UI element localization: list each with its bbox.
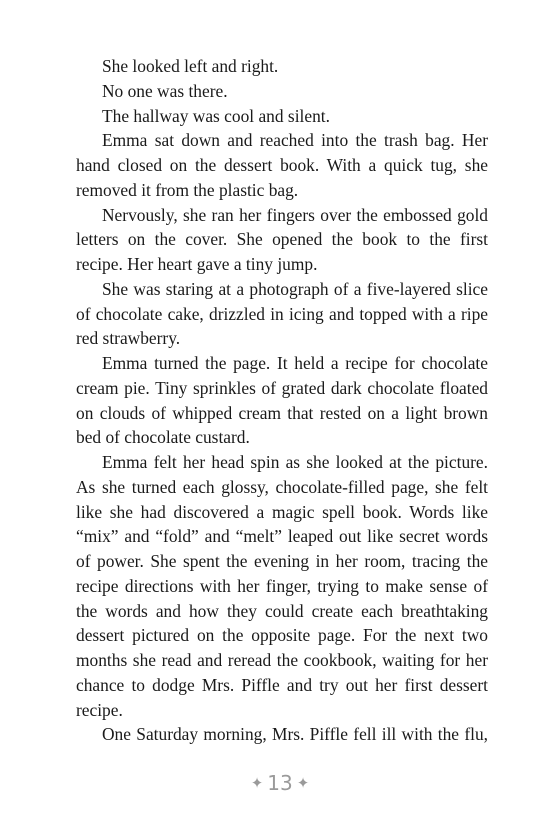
page-footer <box>0 770 560 796</box>
sparkle-icon: ✦ <box>250 774 264 792</box>
paragraph-2: No one was there. <box>102 80 228 101</box>
paragraph-6: She was staring at a photograph of a five-layered slice of chocolate cake, drizzled in icing and topped with a ripe red strawberry. <box>76 278 488 349</box>
paragraph-9: One Saturday morning, Mrs. Piffle fell ill with the flu, <box>102 724 488 745</box>
page-number: 13 <box>267 771 293 795</box>
page-body <box>76 54 488 747</box>
paragraph-7: Emma turned the page. It held a recipe for chocolate cream pie. Tiny sprinkles of grated dark chocolate floated on clouds of whipped cream that rested on a light brown bed of chocolate custard. <box>76 353 488 448</box>
paragraph-1: She looked left and right. <box>102 56 279 76</box>
sparkle-icon: ✦ <box>296 774 310 792</box>
paragraph-8: Emma felt her head spin as she looked at the picture. As she turned each glossy, chocolate-filled page, she felt like she had discovered a magic spell book. Words like “mix” and “fold” and “melt” leaped out like secret words of power. She spent the evening in her room, tracing the recipe directions with her finger, trying to make sense of the words and how they could create each breathtaking dessert pictured on the opposite page. For the next two months she read and reread the cookbook, waiting for her chance to dodge Mrs. Piffle and try out her first dessert recipe. <box>76 452 488 720</box>
paragraph-4: Emma sat down and reached into the trash bag. Her hand closed on the dessert book. With a quick tug, she removed it from the plastic bag. <box>76 130 488 200</box>
paragraph-5: Nervously, she ran her fingers over the embossed gold letters on the cover. She opened the book to the first recipe. Her heart gave a tiny jump. <box>76 204 488 274</box>
paragraph-3: The hallway was cool and silent. <box>102 105 330 126</box>
